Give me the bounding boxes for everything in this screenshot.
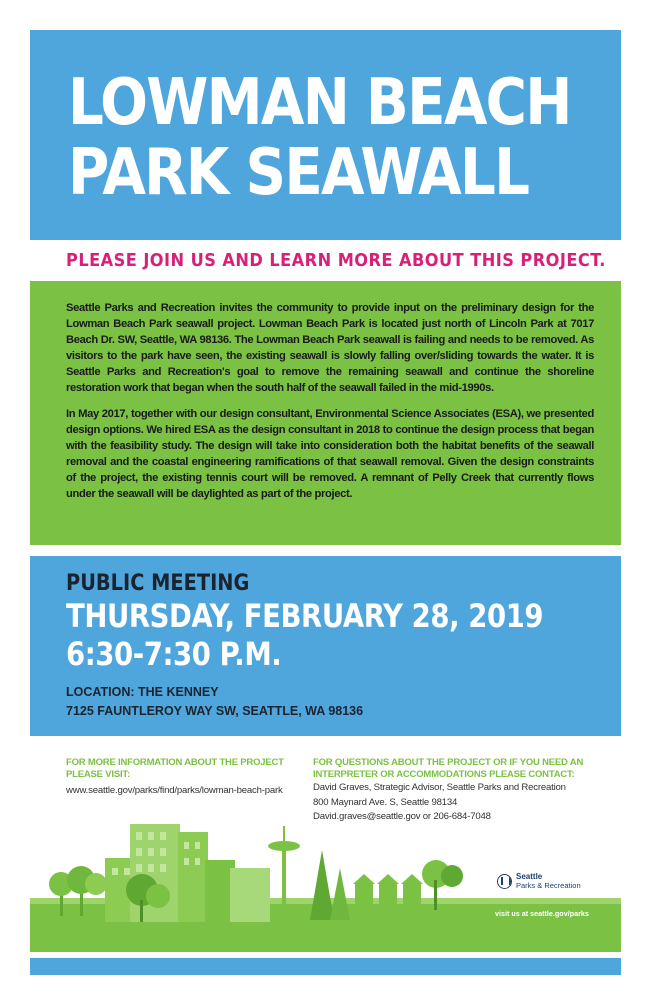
contact-address: 800 Maynard Ave. S, Seattle 98134 bbox=[313, 796, 458, 808]
contact-name: David Graves, Strategic Advisor, Seattle Parks and Recreation bbox=[313, 782, 566, 793]
contact-block bbox=[313, 757, 603, 825]
logo-line-1: Seattle bbox=[516, 872, 543, 881]
building-icon bbox=[230, 868, 270, 922]
title-line-2: PARK SEAWALL bbox=[68, 136, 529, 210]
description-paragraph-2: In May 2017, together with our design consultant, Environmental Science Associates (ESA), we presented design options. We hired ESA as the design consultant in 2018 to continue the design process that began with the feasibility study. The design will take into consideration both the habitat benefits of the seawall removal and the coastal engineering ramifications of that seawall removal. Given the design constraints of the project, the existing tennis court will be removed. A remnant of Pelly Creek that currently flows under the seawall will be daylighted as part of the project. bbox=[66, 408, 594, 500]
building-icon bbox=[178, 832, 208, 922]
logo-line-2: Parks & Recreation bbox=[516, 881, 581, 890]
meeting-time: 6:30-7:30 P.M. bbox=[66, 635, 282, 673]
meeting-location-label: LOCATION: THE KENNEY bbox=[66, 685, 219, 699]
invite-heading: PLEASE JOIN US AND LEARN MORE ABOUT THIS PROJECT. bbox=[66, 250, 606, 271]
bottom-blue-bar bbox=[30, 958, 621, 975]
contact-heading: FOR QUESTIONS ABOUT THE PROJECT OR IF YOU NEED AN INTERPRETER OR ACCOMMODATIONS PLEASE CONTACT: bbox=[313, 757, 584, 780]
meeting-panel bbox=[30, 556, 621, 736]
meeting-address: 7125 FAUNTLEROY WAY SW, SEATTLE, WA 98136 bbox=[66, 704, 364, 718]
house-icon bbox=[353, 874, 423, 904]
more-info-block bbox=[66, 757, 306, 799]
contact-email-phone[interactable]: David.graves@seattle.gov or 206-684-7048 bbox=[313, 811, 491, 822]
meeting-label: PUBLIC MEETING bbox=[66, 571, 250, 596]
tree-icon bbox=[310, 850, 334, 920]
more-info-heading: FOR MORE INFORMATION ABOUT THE PROJECT PLEASE VISIT: bbox=[66, 757, 284, 780]
project-description-panel bbox=[30, 281, 621, 545]
title-banner bbox=[30, 30, 621, 240]
visit-parks-link[interactable]: visit us at seattle.gov/parks bbox=[495, 909, 589, 918]
project-url-link[interactable]: www.seattle.gov/parks/find/parks/lowman-beach-park bbox=[66, 785, 283, 796]
meeting-date: THURSDAY, FEBRUARY 28, 2019 bbox=[66, 597, 544, 635]
seattle-parks-logo bbox=[497, 872, 581, 890]
description-paragraph-1: Seattle Parks and Recreation invites the community to provide input on the preliminary design for the Lowman Beach Park seawall project. Lowman Beach Park is located just north of Lincoln Park at 7017 Beach Dr. SW, Seattle, WA 98136. The Lowman Beach Park seawall is failing and needs to be removed. As visitors to the park have seen, the existing seawall is slowly falling over/sliding towards the water. It is Seattle Parks and Recreation's goal to remove the remaining seawall and continue the shoreline restoration work that began when the south half of the seawall failed in the mid-1990s. bbox=[66, 302, 594, 394]
seattle-seal-icon bbox=[497, 874, 512, 889]
tree-icon bbox=[330, 868, 350, 920]
title-line-1: LOWMAN BEACH bbox=[68, 66, 571, 140]
